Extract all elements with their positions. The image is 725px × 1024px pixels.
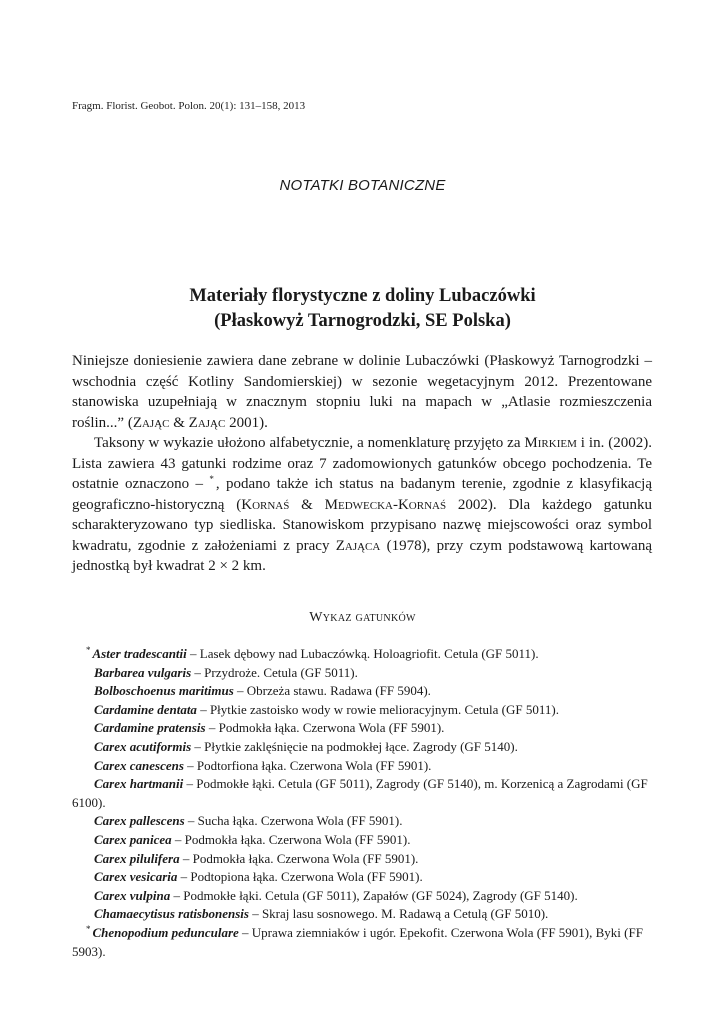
intro-p2-c: , podano także ich status na badanym terenie, zgodnie z klasyfikacją geograficzno-historyczną ( [72, 476, 653, 513]
species-name: Aster tradescantii [92, 646, 187, 661]
introduction-paragraph-1 [72, 351, 652, 433]
species-entry [72, 664, 656, 683]
species-description: – Sucha łąka. Czerwona Wola (FF 5901). [184, 813, 403, 829]
article-title-line-2: (Płaskowyż Tarnogrodzki, SE Polska) [214, 311, 511, 331]
species-description: – Płytkie zastoisko wody w rowie melioracyjnym. Cetula (GF 5011). [196, 701, 559, 717]
species-description: – Podmokła łąka. Czerwona Wola (FF 5901). [179, 850, 419, 866]
species-description: – Obrzeża stawu. Radawa (FF 5904). [233, 683, 431, 699]
article-title [0, 284, 725, 334]
alien-marker: * [86, 923, 91, 934]
intro-p2-a: Taksony w wykazie ułożono alfabetycznie, a nomenklaturę przyjęto za [94, 435, 525, 451]
species-name: Cardamine dentata [94, 701, 197, 717]
introduction [72, 351, 652, 577]
species-description: – Podtopiona łąka. Czerwona Wola (FF 5901). [177, 869, 423, 885]
species-entry [72, 757, 656, 776]
species-entry [72, 831, 656, 850]
species-description: – Uprawa ziemniaków i ugór. Epekofit. Czerwona Wola (FF 5901), Byki (FF 5903). [72, 924, 643, 959]
species-name: Carex vesicaria [94, 869, 178, 885]
species-description: – Przydroże. Cetula (GF 5011). [191, 664, 358, 680]
section-title: NOTATKI BOTANICZNE [279, 177, 446, 194]
species-name: Carex panicea [94, 831, 172, 847]
species-description: – Lasek dębowy nad Lubaczówką. Holoagriofit. Cetula (GF 5011). [186, 646, 539, 661]
alien-marker: * [209, 474, 214, 484]
species-entry [72, 738, 656, 757]
species-list [72, 645, 656, 961]
species-description: – Skraj lasu sosnowego. M. Radawą a Cetulą (GF 5010). [248, 906, 549, 922]
intro-p1-end: 2001). [225, 414, 268, 431]
species-description: – Podtorfiona łąka. Czerwona Wola (FF 5901). [183, 757, 432, 773]
intro-p1-and: & [169, 414, 189, 431]
species-entry [72, 682, 656, 701]
species-description: – Podmokła łąka. Czerwona Wola (FF 5901). [205, 720, 445, 736]
species-description: – Podmokłe łąki. Cetula (GF 5011), Zapałów (GF 5024), Zagrody (GF 5140). [170, 887, 578, 903]
species-entry [72, 868, 656, 887]
intro-p2-e: (1978), przy czym podstawową kartowaną jednostką był kwadrat 2 × 2 km. [72, 537, 652, 574]
species-entry [72, 905, 656, 924]
species-entry [72, 719, 656, 738]
species-list-heading: Wykaz gatunków [309, 610, 416, 625]
species-description: – Płytkie zaklęśnięcie na podmokłej łące. Zagrody (GF 5140). [191, 738, 518, 754]
species-name: Carex vulpina [94, 887, 171, 903]
species-entry [72, 850, 656, 869]
species-name: Chenopodium pedunculare [92, 924, 239, 940]
species-entry [72, 701, 656, 720]
introduction-paragraph-2 [72, 433, 652, 577]
intro-p2-d: 2002). Dla każdego gatunku scharakteryzowano typ siedliska. Stanowiskom przypisano nazwę miejscowości oraz symbol kwadratu, zgodnie z założeniami z pracy [72, 496, 653, 554]
intro-p2-b: i in. (2002). Lista zawiera 43 gatunki rodzime oraz 7 zadomowionych gatunków obcego pochodzenia. Te ostatnie oznaczono – [72, 435, 652, 492]
citation-kornas: Kornaś [241, 496, 290, 513]
journal-reference: Fragm. Florist. Geobot. Polon. 20(1): 131–158, 2013 [72, 100, 306, 112]
species-name: Carex pilulifera [94, 850, 180, 866]
species-name: Barbarea vulgaris [94, 664, 192, 680]
citation-medwecka-kornas: Medwecka-Kornaś [324, 496, 447, 513]
alien-marker: * [86, 644, 91, 655]
species-entry [72, 775, 656, 812]
species-description: – Podmokłe łąki. Cetula (GF 5011), Zagrody (GF 5140), m. Korzenicą a Zagrodami (GF 6100). [72, 776, 648, 810]
species-description: – Podmokła łąka. Czerwona Wola (FF 5901). [171, 831, 411, 847]
species-entry [72, 812, 656, 831]
article-title-line-1: Materiały florystyczne z doliny Lubaczówki [189, 286, 536, 306]
species-name: Cardamine pratensis [94, 720, 206, 736]
intro-p1-text: Niniejsze doniesienie zawiera dane zebrane w dolinie Lubaczówki (Płaskowyż Tarnogrodzki – wschodnia część Kotliny Sandomierskiej) w sezonie wegetacyjnym 2012. Prezentowane stanowiska uzupełniają w znacznym stopniu luki na mapach w „Atlasie rozmieszczenia roślin...” ( [72, 353, 652, 431]
species-entry [72, 924, 656, 961]
citation-mirek: Mirkiem [524, 435, 577, 451]
species-name: Carex acutiformis [94, 738, 192, 754]
species-name: Carex canescens [94, 757, 184, 773]
species-entry [72, 645, 656, 664]
species-name: Bolboschoenus maritimus [94, 683, 234, 699]
species-name: Carex hartmanii [94, 776, 184, 792]
species-name: Carex pallescens [94, 813, 185, 829]
species-name: Chamaecytisus ratisbonensis [94, 906, 249, 922]
species-entry [72, 887, 656, 906]
citation-zajaca: Zająca [335, 537, 381, 554]
citation-zajac-1: Zając [132, 414, 170, 431]
citation-zajac-2: Zając [188, 414, 226, 431]
intro-p2-and: & [289, 496, 325, 513]
